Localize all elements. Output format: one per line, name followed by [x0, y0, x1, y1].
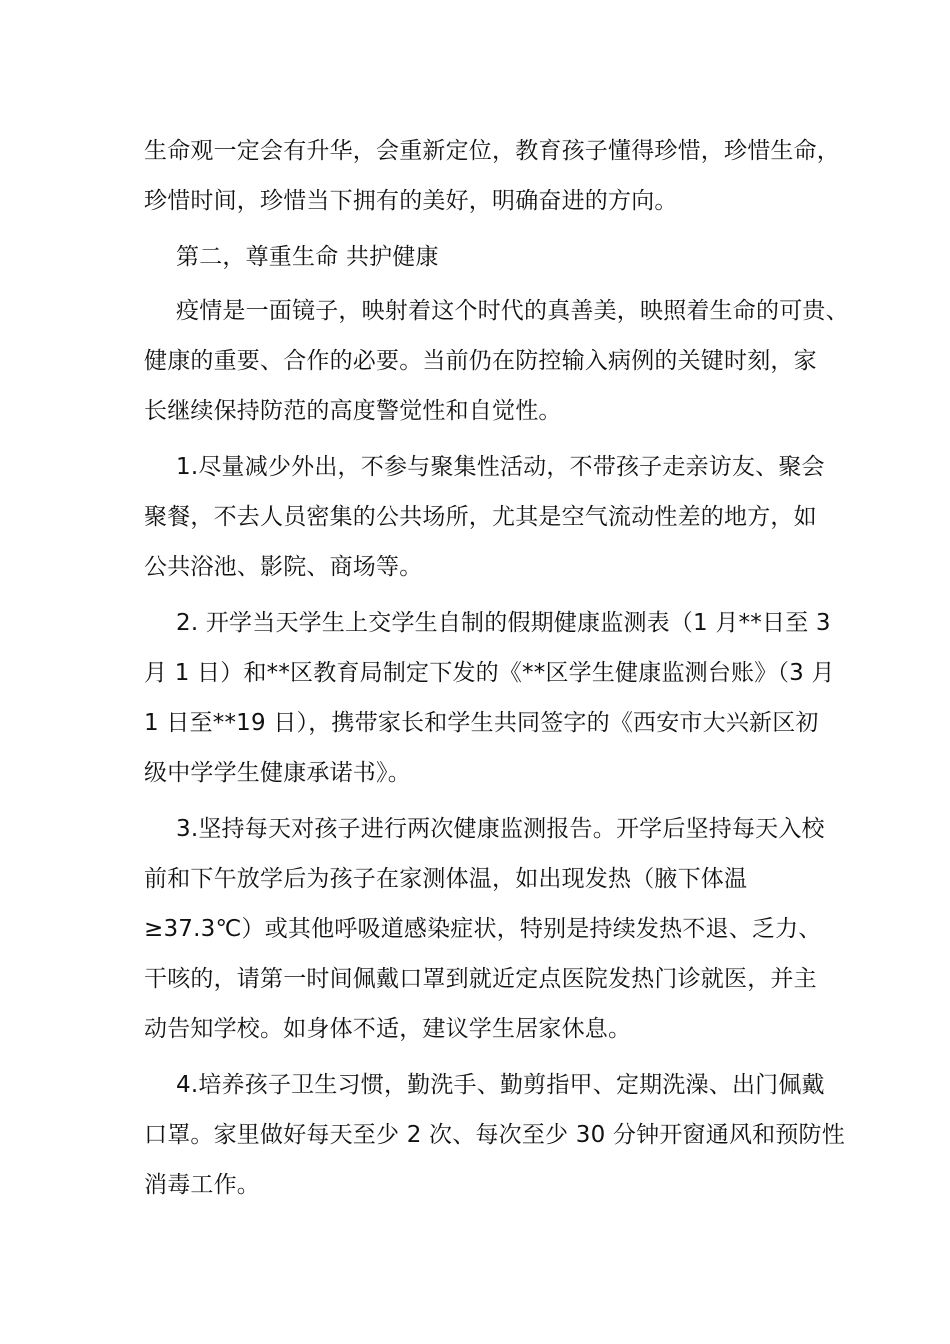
text-line: 动告知学校。如身体不适，建议学生居家休息。 [144, 1016, 632, 1042]
text-line: 1 日至**19 日），携带家长和学生共同签字的《西安市大兴新区初 [144, 710, 819, 736]
text-line: 干咳的，请第一时间佩戴口罩到就近定点医院发热门诊就医，并主 [144, 966, 817, 992]
text-line: 前和下午放学后为孩子在家测体温，如出现发热（腋下体温 [144, 866, 748, 892]
text-line: 3.坚持每天对孩子进行两次健康监测报告。开学后坚持每天入校 [176, 816, 825, 842]
text-line: 公共浴池、影院、商场等。 [144, 554, 423, 580]
text-line: 健康的重要、合作的必要。当前仍在防控输入病例的关键时刻，家 [144, 348, 817, 374]
text-line: 口罩。家里做好每天至少 2 次、每次至少 30 分钟开窗通风和预防性 [144, 1122, 845, 1148]
text-line: 2. 开学当天学生上交学生自制的假期健康监测表（1 月**日至 3 [176, 610, 831, 636]
text-line: 1.尽量减少外出，不参与聚集性活动，不带孩子走亲访友、聚会 [176, 454, 825, 480]
text-line: 生命观一定会有升华，会重新定位，教育孩子懂得珍惜，珍惜生命， [144, 138, 840, 164]
text-line: 消毒工作。 [144, 1172, 260, 1198]
text-line: 珍惜时间，珍惜当下拥有的美好，明确奋进的方向。 [144, 188, 678, 214]
section-heading: 第二，尊重生命 共护健康 [176, 244, 439, 270]
text-line: 聚餐，不去人员密集的公共场所，尤其是空气流动性差的地方，如 [144, 504, 817, 530]
text-line: 月 1 日）和**区教育局制定下发的《**区学生健康监测台账》（3 月 [144, 660, 835, 686]
text-line: 疫情是一面镜子，映射着这个时代的真善美，映照着生命的可贵、 [176, 298, 849, 324]
text-line: 4.培养孩子卫生习惯，勤洗手、勤剪指甲、定期洗澡、出门佩戴 [176, 1072, 825, 1098]
text-line: ≥37.3℃）或其他呼吸道感染症状，特别是持续发热不退、乏力、 [144, 916, 822, 942]
text-line: 级中学学生健康承诺书》。 [144, 760, 411, 786]
text-line: 长继续保持防范的高度警觉性和自觉性。 [144, 398, 562, 424]
